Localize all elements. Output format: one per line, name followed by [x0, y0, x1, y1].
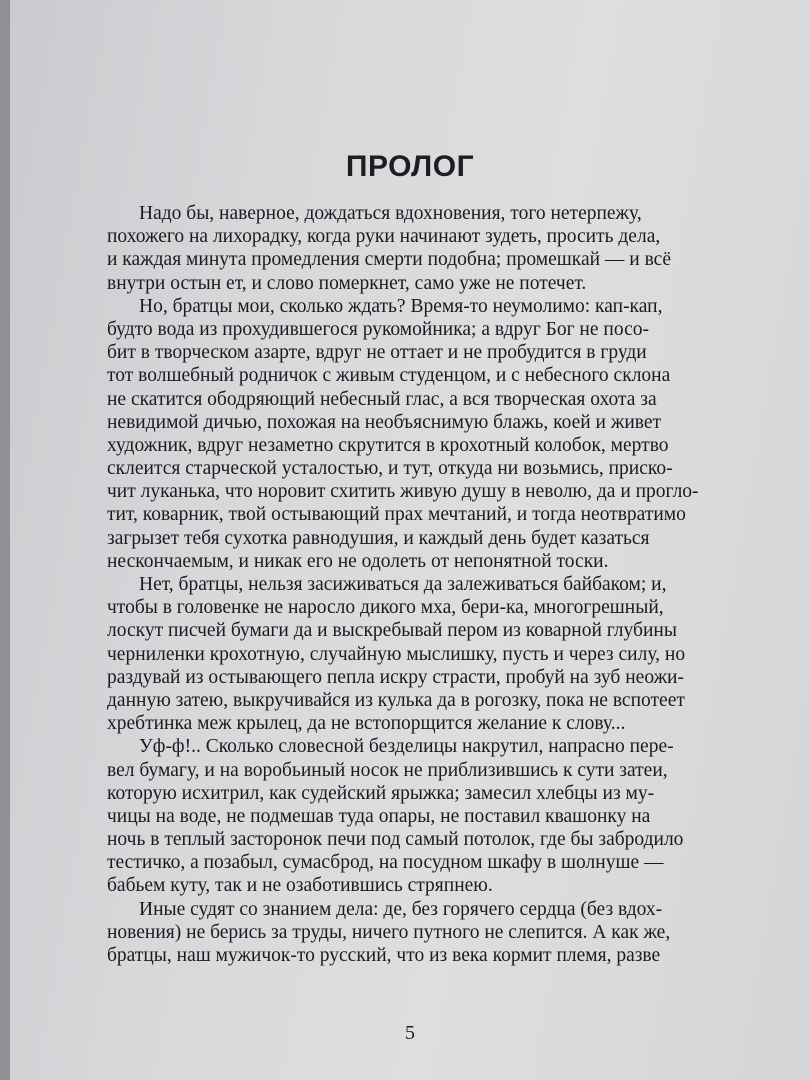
page-number: 5	[405, 1022, 415, 1044]
text-line: тит, коварник, твой остывающий прах мечтаний, и тогда неотвратимо	[107, 504, 686, 526]
text-line: не скатится ободряющий небесный глас, а вся творческая охота за	[107, 388, 657, 410]
text-line: Надо бы, наверное, дождаться вдохновения, того нетерпежу,	[139, 203, 642, 224]
chapter-heading: ПРОЛОГ	[345, 150, 475, 183]
text-line: тот волшебный родничок с живым студенцом, и с небесного склона	[107, 365, 671, 387]
text-line: будто вода из прохудившегося рукомойника; а вдруг Бог не посо-	[107, 318, 649, 340]
book-page	[10, 0, 810, 1080]
text-line: чицы на воде, не подмешав туда опары, не поставил квашонку на	[107, 805, 651, 827]
text-line: похожего на лихорадку, когда руки начинают зудеть, просить дела,	[107, 226, 661, 248]
text-line: ночь в теплый засторонок печи под самый потолок, где бы забродило	[107, 829, 684, 851]
text-line: лоскут писчей бумаги да и выскребывай пером из коварной глубины	[107, 620, 677, 642]
text-line: братцы, наш мужичок-то русский, что из века кормит племя, разве	[107, 945, 661, 966]
text-line: Нет, братцы, нельзя засиживаться да залеживаться байбаком; и,	[139, 574, 667, 595]
text-line: которую исхитрил, как судейский ярыжка; замесил хлебцы из му-	[107, 782, 655, 804]
text-line: черниленки крохотную, случайную мыслишку, пусть и через силу, но	[107, 643, 686, 665]
text-line: Уф-ф!.. Сколько словесной безделицы накрутил, напрасно пере-	[139, 736, 674, 758]
text-line: внутри остын ет, и слово померкнет, само уже не потечет.	[107, 272, 587, 294]
text-line: чит луканька, что норовит схитить живую душу в неволю, да и проглo-	[107, 481, 699, 503]
text-line: раздувай из остывающего пепла искру страсти, пробуй на зуб неожи-	[107, 666, 684, 688]
text-line: нескончаемым, и никак его не одолеть от непонятной тоски.	[107, 550, 609, 572]
text-line: склеится старческой усталостью, и тут, откуда ни возьмись, приско-	[107, 458, 673, 480]
text-line: невидимой дичью, похожая на необъяснимую блажь, коей и живет	[107, 411, 662, 433]
text-line: бит в творческом азарте, вдруг не оттает и не пробудится в груди	[107, 342, 647, 364]
text-line: художник, вдруг незаметно скрутится в крохотный колобок, мертво	[107, 434, 669, 456]
text-line: загрызет тебя сухотка равнодушия, и каждый день будет казаться	[107, 527, 650, 549]
text-line: Но, братцы мои, сколько ждать? Время-то неумолимо: кап-кап,	[139, 295, 663, 317]
book-binding-shadow	[0, 0, 10, 1080]
text-line: тестичко, а позабыл, сумасброд, на посудном шкафу в шолнуше —	[107, 852, 664, 874]
text-line: новения) не берись за труды, ничего путного не слепится. А как же,	[107, 921, 671, 943]
text-line: хребтинка меж крылец, да не встопорщится желание к слову...	[107, 713, 626, 735]
text-line: Иные судят со знанием дела: де, без горячего сердца (без вдох-	[139, 898, 663, 920]
text-line: бабьем куту, так и не озаботившись стряпнею.	[107, 875, 493, 897]
text-line: и каждая минута промедления смерти подобна; промешкай — и всё	[107, 249, 671, 271]
text-line: чтобы в головенке не наросло дикого мха, бери-ка, многогрешный,	[107, 597, 664, 619]
text-line: вел бумагу, и на воробьиный носок не приблизившись к сути затеи,	[107, 759, 668, 781]
page-body-text	[107, 202, 724, 967]
text-line: данную затею, выкручивайся из кулька да в рогозку, пока не вспотеет	[107, 689, 685, 711]
